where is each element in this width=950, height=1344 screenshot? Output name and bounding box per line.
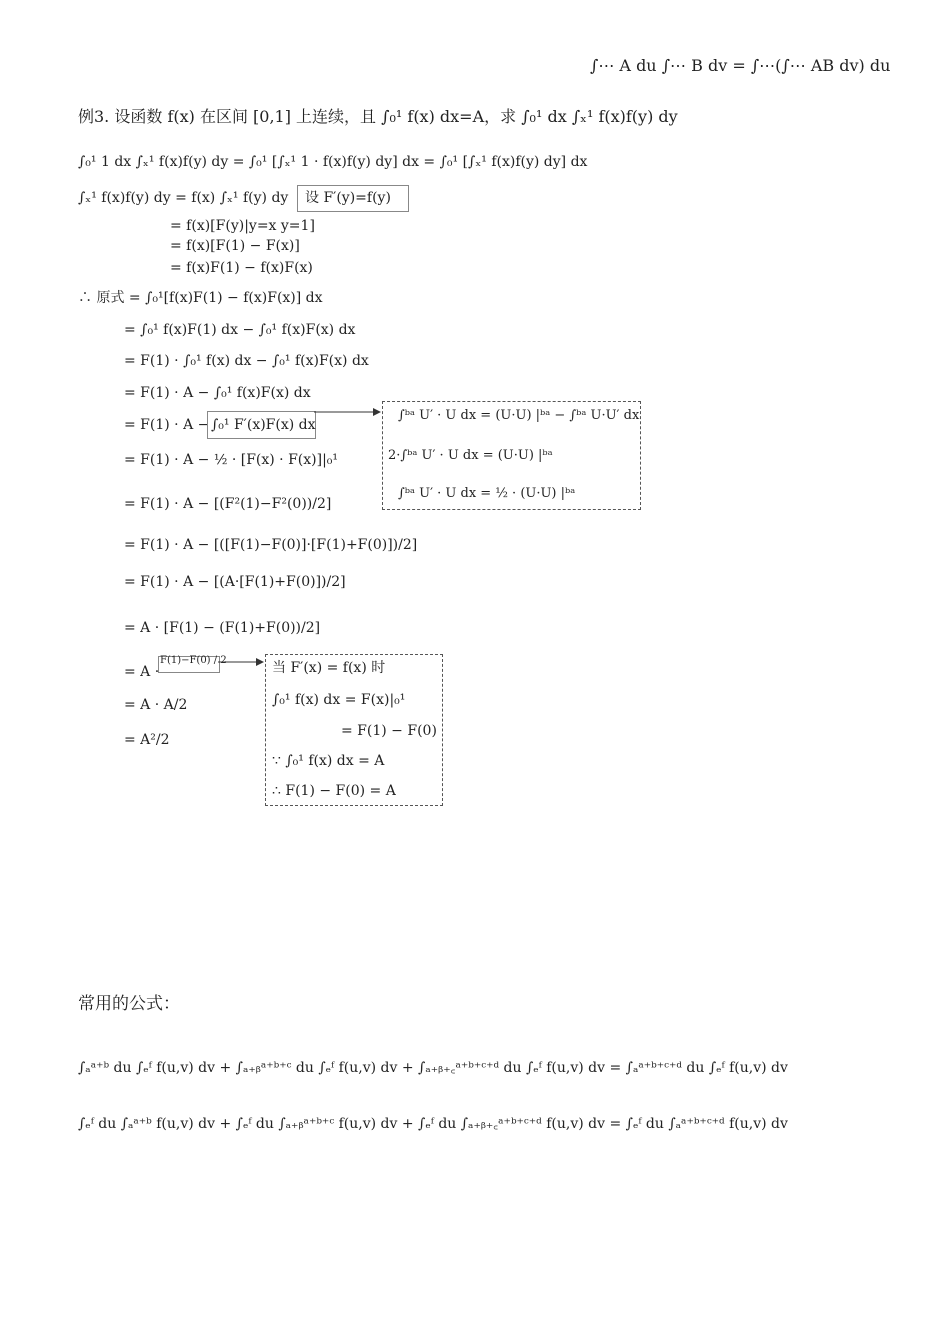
- inner-line-4: = f(x)F(1) − f(x)F(x): [170, 260, 313, 276]
- inner-line-1: ∫ₓ¹ f(x)f(y) dy = f(x) ∫ₓ¹ f(y) dy: [78, 190, 289, 206]
- parts-note-line: ∫ᵇᵃ U′ · U dx = ½ · (U·U) |ᵇᵃ: [398, 486, 576, 501]
- step-1: ∫₀¹ 1 dx ∫ₓ¹ f(x)f(y) dy = ∫₀¹ [∫ₓ¹ 1 · f(x)f(y) dy] dx = ∫₀¹ [∫ₓ¹ f(x)f(y) dy] dx: [78, 154, 588, 170]
- inner-line-2: = f(x)[F(y)|y=x y=1]: [170, 218, 315, 234]
- example-statement: 例3. 设函数 f(x) 在区间 [0,1] 上连续，且 ∫₀¹ f(x) dx=A，求 ∫₀¹ dx ∫ₓ¹ f(x)f(y) dy: [78, 107, 678, 126]
- inner-line-3: = f(x)[F(1) − F(x)]: [170, 238, 300, 254]
- parts-note-line: ∫ᵇᵃ U′ · U dx = (U·U) |ᵇᵃ − ∫ᵇᵃ U·U′ dx: [398, 408, 640, 423]
- top-formula: ∫⋯ A du ∫⋯ B dv = ∫⋯(∫⋯ AB dv) du: [590, 56, 891, 75]
- common-formula-1: ∫ₐᵃ⁺ᵇ du ∫ₑᶠ f(u,v) dv + ∫ₐ₊ᵦᵃ⁺ᵇ⁺ᶜ du ∫ₑᶠ f(u,v) dv + ∫ₐ₊ᵦ₊꜀ᵃ⁺ᵇ⁺ᶜ⁺ᵈ du ∫ₑᶠ f(u,v) dv = ∫ₐᵃ⁺ᵇ⁺ᶜ⁺ᵈ du ∫ₑᶠ f(u,v) dv: [78, 1060, 788, 1076]
- derivation-line: = F(1) · ∫₀¹ f(x) dx − ∫₀¹ f(x)F(x) dx: [124, 353, 369, 369]
- derivation-line: = ∫₀¹ f(x)F(1) dx − ∫₀¹ f(x)F(x) dx: [124, 322, 356, 338]
- derivation-line: = F(1) · A − [(F²(1)−F²(0))/2]: [124, 496, 332, 512]
- derivation-line: = A²/2: [124, 732, 170, 748]
- common-formula-2: ∫ₑᶠ du ∫ₐᵃ⁺ᵇ f(u,v) dv + ∫ₑᶠ du ∫ₐ₊ᵦᵃ⁺ᵇ⁺ᶜ f(u,v) dv + ∫ₑᶠ du ∫ₐ₊ᵦ₊꜀ᵃ⁺ᵇ⁺ᶜ⁺ᵈ f(u,v) dv = ∫ₑᶠ du ∫ₐᵃ⁺ᵇ⁺ᶜ⁺ᵈ f(u,v) dv: [78, 1116, 788, 1132]
- parts-note-line: 2·∫ᵇᵃ U′ · U dx = (U·U) |ᵇᵃ: [388, 448, 553, 463]
- derivation-line: = F(1) · A − ½ · [F(x) · F(x)]|₀¹: [124, 452, 339, 468]
- ftc-note-line: = F(1) − F(0): [341, 723, 437, 739]
- derivation-line: = A · [F(1) − (F(1)+F(0))/2]: [124, 620, 321, 636]
- derivation-line: = F(1) · A − ∫₀¹ f(x)F(x) dx: [124, 385, 311, 401]
- hint-text: 设 F′(y)=f(y): [305, 190, 391, 206]
- derivation-line: = F(1) · A −: [124, 417, 210, 433]
- derivation-line: = F(1) · A − [(A·[F(1)+F(0)])/2]: [124, 574, 346, 590]
- derivation-line: = A · A/2: [124, 697, 188, 713]
- ftc-note-line: ∴ F(1) − F(0) = A: [272, 783, 396, 799]
- derivation-line: = F(1) · A − [([F(1)−F(0)]·[F(1)+F(0)])/2]: [124, 537, 418, 553]
- common-heading: 常用的公式：: [78, 994, 180, 1014]
- boxed-fraction: F(1)−F(0) / 2: [160, 655, 227, 666]
- ftc-note-line: ∫₀¹ f(x) dx = F(x)|₀¹: [272, 692, 406, 708]
- ftc-note-line: 当 F′(x) = f(x) 时: [272, 660, 386, 676]
- ftc-note-line: ∵ ∫₀¹ f(x) dx = A: [272, 753, 385, 769]
- boxed-integral: ∫₀¹ F′(x)F(x) dx: [211, 417, 316, 433]
- derivation-line: ∴ 原式 = ∫₀¹[f(x)F(1) − f(x)F(x)] dx: [78, 290, 323, 306]
- derivation-line: = A ·: [124, 664, 160, 680]
